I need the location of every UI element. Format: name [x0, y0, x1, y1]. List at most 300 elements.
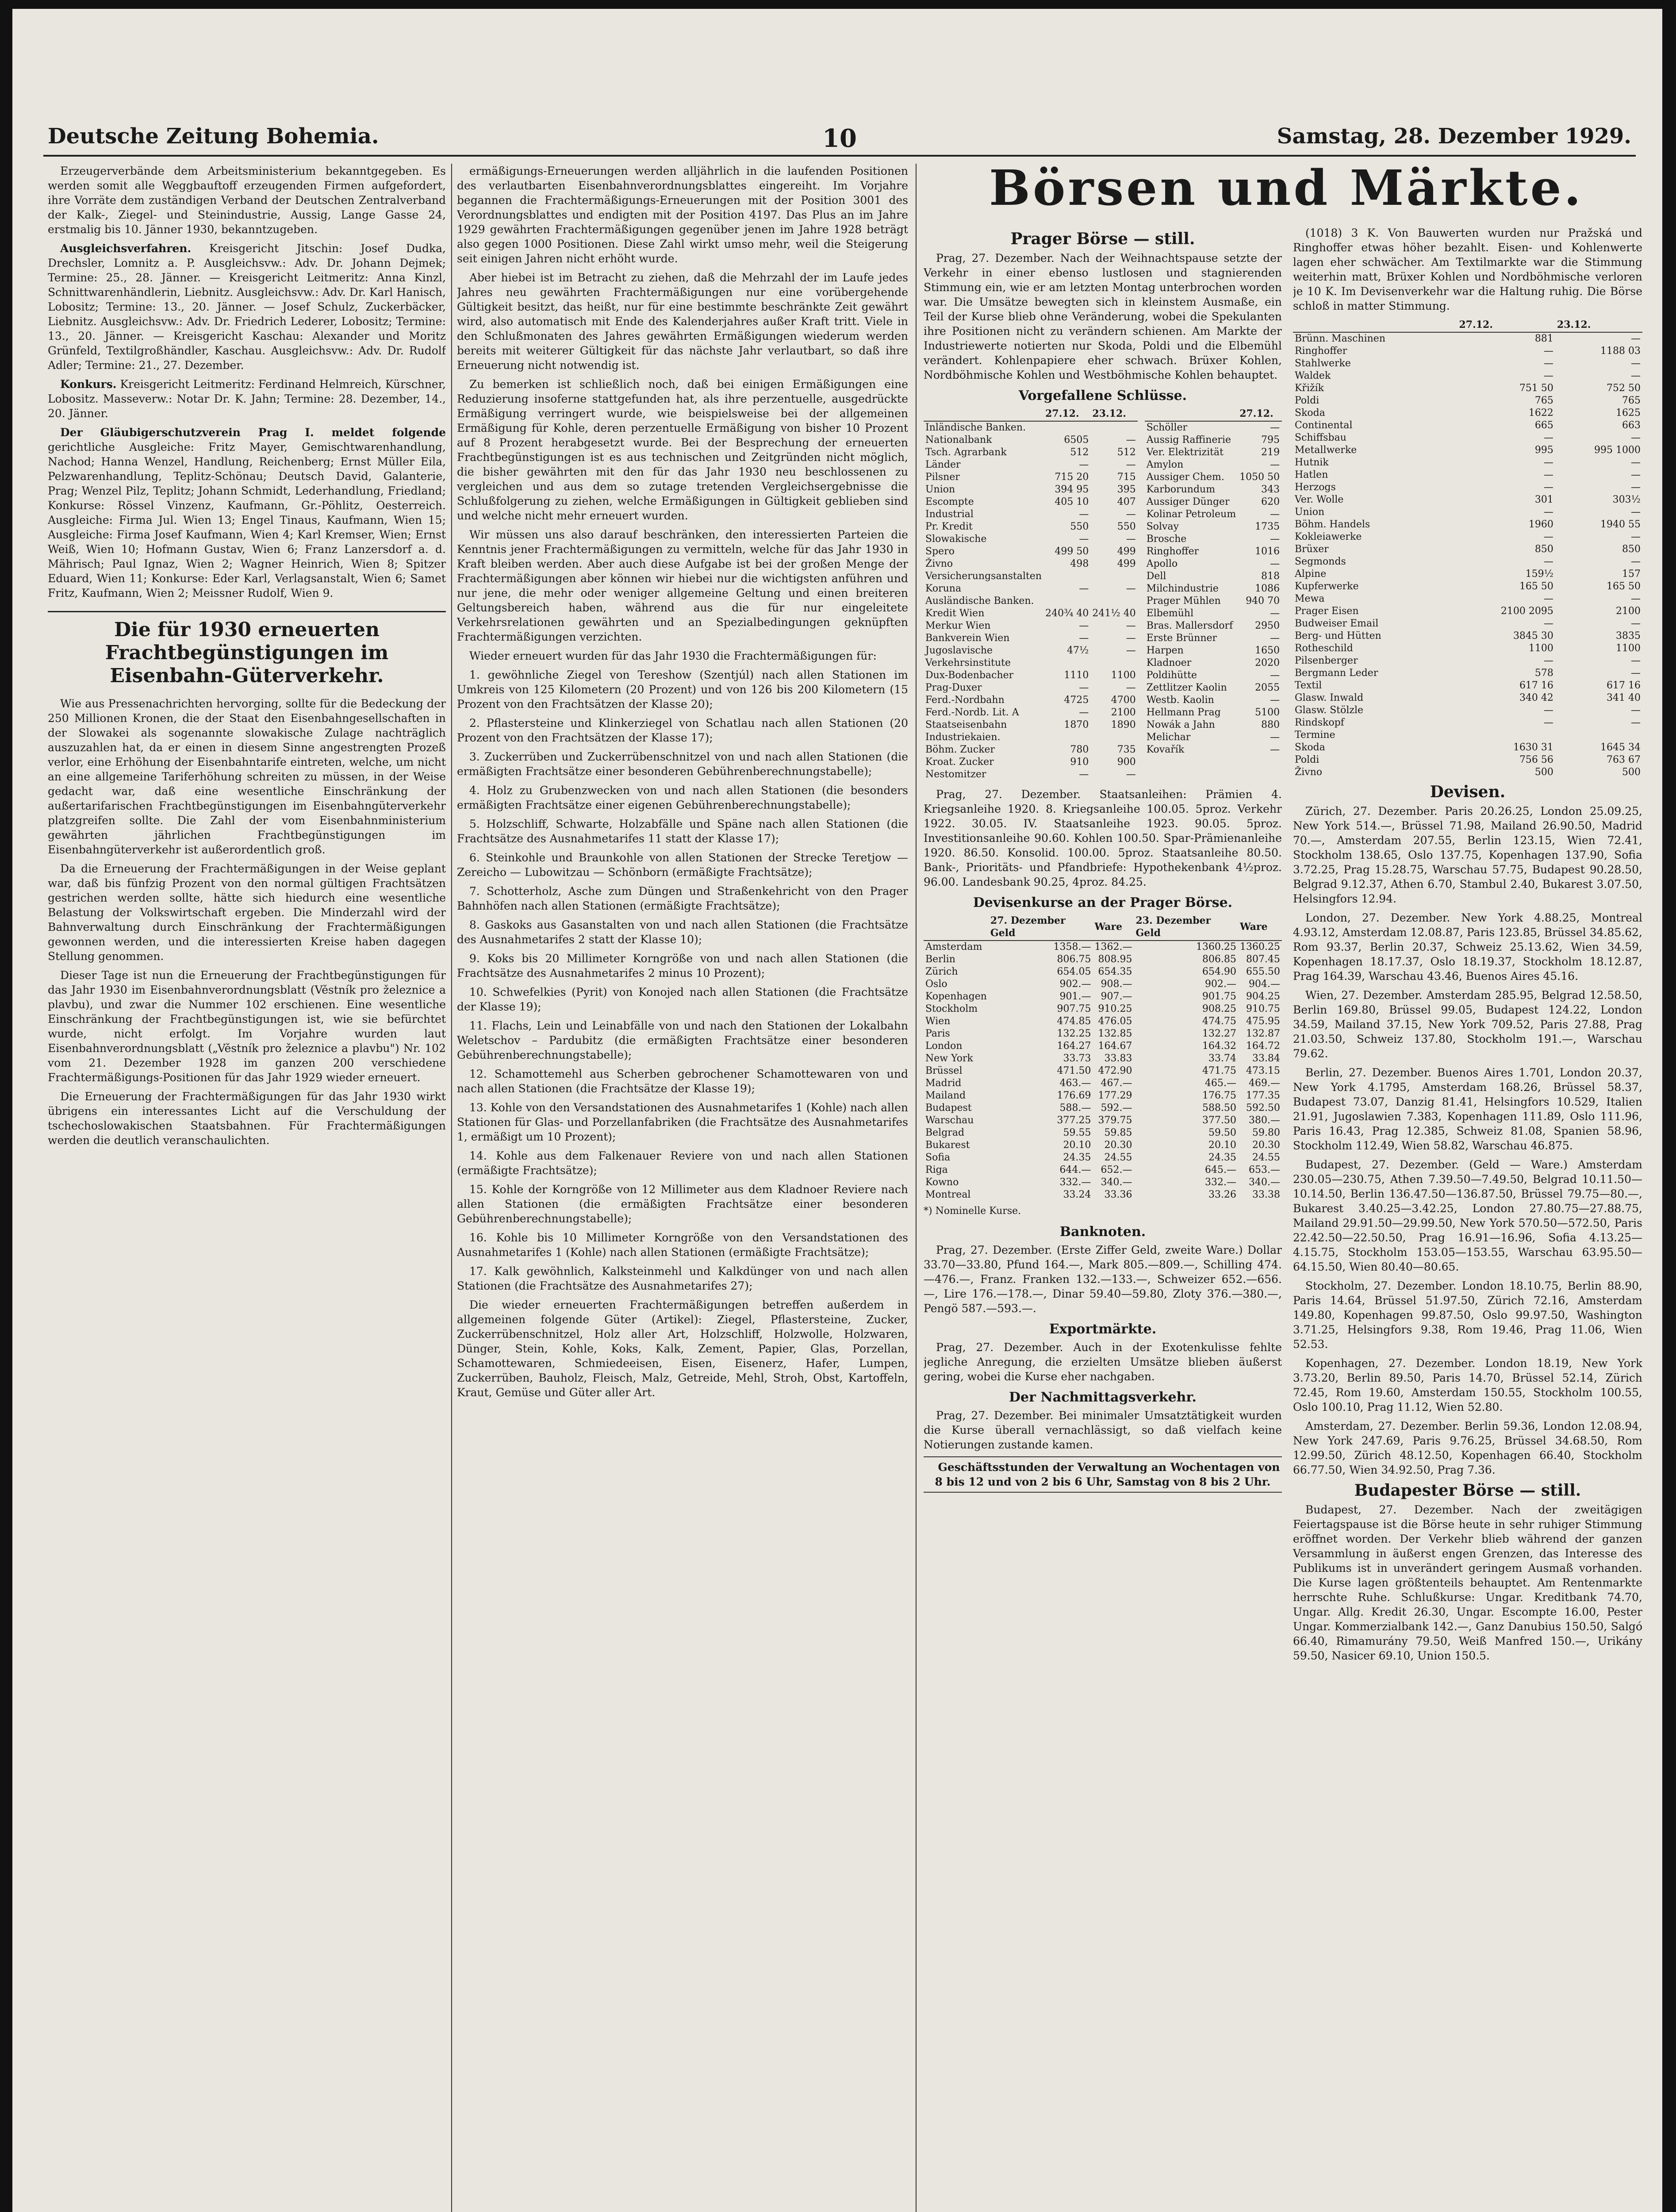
table-cell [1281, 731, 1282, 744]
prague-bourse-report: Prag, 27. Dezember. Nach der Weihnachtspause setzte der Verkehr in einer ebenso lustlosen und stagnierenden Stimmung ein, wie er am letzten Montag unterbrochen worden war. Die Umsätze bewegten sich in kleinstem Ausmaße, ein Teil der Kurse blieb ohne Veränderung, wobei die Spekulanten ihre Positionen nicht zu verändern schienen. Am Markte der Industriewerte notierten nur Skoda, Poldi und die Elbemühl verändert. Kohlenpapiere eher schwach. Brüxer Kohlen, Nordböhmische Kohlen und Westböhmische Kohlen behauptet. [924, 252, 1282, 381]
row-label: Kolinar Petroleum [1146, 509, 1236, 520]
table-cell [1281, 707, 1282, 719]
table-cell [1281, 595, 1282, 607]
table-cell: 2100 [1111, 707, 1136, 718]
article-paragraph: Die wieder erneuerten Frachtermäßigungen betreffen außerdem in allgemeinen folgende Güter (Artikel): Ziegel, Pflastersteine, Zucker, Zuckerrübenschnitzel, Holz aller Art, Holzschliff, Holzwolle, Holzwaren, Dünger, Stein, Kohle, Koks, Kalk, Zement, Papier, Glas, Porzellan, Schamottewaren, Schmiedeeisen, Eisen, Eisenerz, Hafer, Lumpen, Zuckerrüben, Bauholz, Fleisch, Malz, Getreide, Mehl, Stroh, Obst, Kartoffeln, Kraut, Gemüse und Güter aller Art. [457, 1298, 908, 1399]
table-cell: — [1270, 732, 1280, 743]
table-row [1145, 545, 1282, 558]
column-header: 27.12. [1238, 407, 1281, 421]
table-cell: 2100 2095 [1500, 606, 1553, 617]
table-row [1145, 669, 1282, 682]
table-row [924, 620, 1138, 632]
table-cell: 499 50 [1055, 546, 1089, 557]
article-paragraph: Die Erneuerung der Frachtermäßigungen für das Jahr 1930 wirkt übrigens ein interessantes Licht auf die Verschuldung der tschechoslowakischen Staatsbahnen. Für Frachtermäßigungen werden die deutlich veranschaulichten. [48, 1090, 446, 1147]
row-label: Spero [925, 546, 955, 557]
table-cell: 2100 [1616, 606, 1641, 617]
table-cell: — [1631, 370, 1641, 381]
insolvency-notice [48, 241, 446, 373]
row-label: Ringhoffer [1146, 546, 1199, 557]
table-cell: 241½ 40 [1092, 608, 1136, 619]
table-row [924, 1139, 1282, 1152]
row-label: Erste Brünner [1146, 633, 1217, 644]
row-label: Industriekaien. [925, 732, 1001, 743]
intro-paragraph: Erzeugerverbände dem Arbeitsministerium bekanntgegeben. Es werden somit alle Weggbauftoff erzeugenden Firmen aufgefordert, ihre Vorräte dem zuständigen Verband der Deutschen Zentralverband der Kalk-, Ziegel- und Steinindustrie, Aussig, Lange Gasse 24, erstmalig bis 10. Jänner 1930, bekanntzugeben. [48, 165, 446, 236]
row-label: Stockholm [925, 1003, 978, 1014]
table-row [1293, 766, 1642, 779]
table-cell [1043, 570, 1090, 583]
table-row [924, 731, 1138, 744]
table-cell: 1362.— [1094, 941, 1132, 952]
table-cell: 407 [1117, 496, 1136, 507]
table-cell: 303½ [1612, 494, 1641, 505]
table-row [924, 953, 1282, 966]
devisen-section-title: Devisen. [1430, 783, 1506, 801]
table-cell: 471.50 [1057, 1065, 1091, 1076]
table-cell: 24.35 [1063, 1152, 1091, 1163]
table-cell: 850 [1622, 544, 1641, 555]
table-cell: 795 [1261, 434, 1280, 445]
table-cell: — [1543, 346, 1553, 357]
table-cell: 652.— [1101, 1164, 1132, 1175]
table-cell: 1960 [1528, 519, 1553, 530]
tariff-item: 2. Pflastersteine und Klinkerziegel von Schatlau nach allen Stationen (20 Prozent von den Frachtsätzen der Klasse 17); [457, 717, 908, 744]
budapest-bourse-report: Budapest, 27. Dezember. Nach der zweitägigen Feiertagspause ist die Börse heute in sehr ruhiger Stimmung eröffnet worden. Der Verkehr blieb während der ganzen Versammlung in äußerst engen Grenzen, das Interesse des Publikums ist in unverändert geringem Ausmaß vorhanden. Die Kurse lagen größtenteils behauptet. Am Rentenmarkte herrschte Ruhe. Schlußkurse: Ungar. Kreditbank 74.70, Ungar. Allg. Kredit 26.30, Ungar. Escompte 16.00, Pester Ungar. Kommerzialbank 142.—, Ganz Danubius 150.50, Salgó 66.40, Rimamurány 79.50, Weiß Manfred 150.—, Urikány 59.50, Nasicer 69.10, Union 150.5. [1293, 1503, 1642, 1662]
table-cell: 1630 31 [1513, 742, 1553, 753]
table-row [924, 1090, 1282, 1102]
tariff-item: 13. Kohle von den Versandstationen des Ausnahmetarifes 1 (Kohle) nach allen Stationen für Glas- und Porzellanfabriken (die Frachtsätze des Ausnahmetarifes 1, ermäßigt um 10 Prozent); [457, 1101, 908, 1143]
table-cell: 904.— [1249, 979, 1280, 990]
row-label: Aussiger Dünger [1146, 496, 1230, 507]
table-cell: 1188 03 [1600, 346, 1641, 357]
market-section-masthead: Börsen und Märkte. [989, 159, 1584, 216]
column-header: 27. Dezember Geld [989, 914, 1093, 941]
table-cell: 132.87 [1246, 1028, 1280, 1039]
table-cell: — [1270, 534, 1280, 545]
table-cell: 550 [1117, 521, 1136, 532]
table-cell: — [1543, 358, 1553, 369]
column-header: 23.12. [1090, 407, 1137, 421]
table-cell: 907.— [1101, 991, 1132, 1002]
table-cell: 177.35 [1246, 1090, 1280, 1101]
table-cell [1090, 570, 1137, 583]
table-cell [1043, 657, 1090, 669]
table-cell: — [1631, 482, 1641, 493]
table-cell: 59.85 [1104, 1127, 1132, 1138]
table-cell: 164.67 [1098, 1041, 1132, 1052]
table-row [1293, 680, 1642, 692]
row-label: London [925, 1041, 963, 1052]
article-paragraph: ermäßigungs-Erneuerungen werden alljährlich in die laufenden Positionen des verlautbarten Eisenbahnverordnungsblattes eingereiht. Im Vorjahre begannen die Frachtermäßigungs-Erneuerungen mit der Position 3001 des Verordnungsblattes und endigten mit der Position 4197. Das Plus an im Jahre 1929 gewährten Frachtermäßigungen gegenüber jenen im Jahre 1928 beträgt also gegen 1000 Positionen. Diese Zahl wirkt umso mehr, weil die Steigerung seit einigen Jahren nicht erhöht wurde. [457, 165, 908, 265]
table-cell: — [1543, 705, 1553, 716]
table-cell: 340.— [1101, 1177, 1132, 1188]
row-label: Kupferwerke [1295, 581, 1359, 592]
table-cell: 475.95 [1246, 1016, 1280, 1027]
bond-report: Prag, 27. Dezember. Staatsanleihen: Prämien 4. Kriegsanleihe 1920. 8. Kriegsanleihe 100.05. 5proz. Verkehr 1922. 30.05. IV. Staatsanleihe 1923. 90.05. 5proz. Investitionsanleihe 90.60. Kohlen 100.50. Spar-Prämienanleihe 1920. 86.50. Konsolid. 100.00. 5proz. Staatsanleihe 80.50. Bank-, Prioritäts- und Pfandbriefe: Hypothekenbank 4½proz. 96.00. Landesbank 90.25, 4proz. 84.25. [924, 788, 1282, 888]
table-cell: 1870 [1064, 719, 1089, 730]
table-cell: — [1631, 432, 1641, 443]
table-cell: 380.— [1249, 1115, 1280, 1126]
table-cell: 665 [1534, 420, 1553, 431]
table-cell: 1360.25 [1196, 941, 1236, 952]
devisen-note: *) Nominelle Kurse. [924, 1206, 1021, 1217]
table-cell: — [1543, 531, 1553, 542]
row-label: Union [925, 484, 955, 495]
table-row [1145, 645, 1282, 657]
devisen-report: Kopenhagen, 27. Dezember. London 18.19, New York 3.73.20, Berlin 89.50, Paris 14.70, Brüssel 52.14, Zürich 72.45, Rom 19.60, Amsterdam 150.55, Stockholm 100.55, Oslo 100.10, Prag 11.12, Wien 52.80. [1293, 1357, 1642, 1413]
table-row [1293, 754, 1642, 766]
table-row [1145, 694, 1282, 707]
table-cell: 904.25 [1246, 991, 1280, 1002]
table-cell: 654.35 [1098, 966, 1132, 977]
konkurs-title: Konkurs. [60, 378, 117, 391]
table-cell: 850 [1534, 544, 1553, 555]
table-row [1145, 421, 1282, 434]
table-cell [1281, 620, 1282, 632]
table-cell [1281, 632, 1282, 645]
column-header [1281, 407, 1282, 421]
devisen-report: London, 27. Dezember. New York 4.88.25, Montreal 4.93.12, Amsterdam 12.08.87, Paris 123.85, Brüssel 34.85.62, Rom 93.37, Berlin 20.37, Schweiz 25.13.62, Wien 34.59, Kopenhagen 18.17.37, Oslo 18.19.37, Stockholm 18.12.87, Prag 164.39, Warschau 43.46, Buenos Aires 45.16. [1293, 911, 1642, 983]
table-cell: — [1126, 620, 1136, 631]
table-row [1145, 744, 1282, 756]
row-label: Inländische Banken. [925, 422, 1026, 433]
table-cell: 499 [1117, 558, 1136, 569]
table-cell: 756 56 [1519, 754, 1553, 765]
column-header: 23.12. [1555, 318, 1642, 332]
row-label: Slowakische [925, 534, 987, 545]
table-cell: 907.75 [1057, 1003, 1091, 1014]
row-label: Union [1295, 507, 1325, 518]
table-cell [1555, 729, 1642, 741]
table-row [924, 669, 1138, 682]
row-label: Rindskopf [1295, 717, 1344, 728]
table-cell: 474.75 [1202, 1016, 1236, 1027]
closing-table-title: Vorgefallene Schlüsse. [1018, 388, 1187, 403]
row-label: Belgrad [925, 1127, 965, 1138]
table-cell: 765 [1622, 395, 1641, 406]
table-cell: 908.25 [1202, 1003, 1236, 1014]
devisen-report: Wien, 27. Dezember. Amsterdam 285.95, Belgrad 12.58.50, Berlin 169.80, Brüssel 99.05, Budapest 124.22, London 34.59, Mailand 37.15, New York 709.52, Paris 27.88, Prag 21.03.50, Schweiz 137.80, Stockholm 191.—, Warschau 79.62. [1293, 989, 1642, 1060]
table-cell: 901.— [1059, 991, 1091, 1002]
table-row [924, 1028, 1282, 1040]
office-hours-note: Geschäftsstunden der Verwaltung an Wochentagen von 8 bis 12 und von 2 bis 6 Uhr, Samstag von 8 bis 2 Uhr. [924, 1456, 1282, 1493]
table-cell: 2055 [1255, 682, 1280, 693]
row-label: Prager Eisen [1295, 606, 1359, 617]
table-cell: 24.55 [1252, 1152, 1280, 1163]
table-row [924, 496, 1138, 508]
table-cell: — [1079, 583, 1089, 594]
table-cell [1281, 508, 1282, 521]
row-label: Textil [1295, 680, 1322, 691]
row-label: Herzogs [1295, 482, 1336, 493]
export-markets-title: Exportmärkte. [1049, 1321, 1157, 1337]
devisen-report: Stockholm, 27. Dezember. London 18.10.75, Berlin 88.90, Paris 14.64, Brüssel 51.97.50, Zürich 72.16, Amsterdam 149.80, Kopenhagen 99.87.50, Oslo 99.97.50, Washington 3.71.25, Helsingfors 9.38, Rom 19.46, Prag 11.06, Wien 52.53. [1293, 1279, 1642, 1351]
table-cell: 463.— [1059, 1078, 1091, 1089]
table-row [1293, 568, 1642, 580]
devisen-report: Zürich, 27. Dezember. Paris 20.26.25, London 25.09.25, New York 514.—, Brüssel 71.98, Mailand 26.90.50, Madrid 70.—, Amsterdam 207.55, Berlin 123.15, Wien 72.41, Stockholm 138.65, Oslo 137.75, Kopenhagen 137.90, Sofia 3.72.25, Prag 15.28.75, Warschau 57.75, Budapest 90.28.50, Belgrad 9.12.37, Athen 6.70, Stambul 2.40, Bukarest 3.07.50, Helsingfors 12.94. [1293, 805, 1642, 905]
table-row [1293, 419, 1642, 432]
table-row [924, 1164, 1282, 1176]
row-label: Pr. Kredit [925, 521, 973, 532]
table-cell [1090, 421, 1137, 434]
table-cell: 900 [1117, 757, 1136, 768]
table-row [924, 533, 1138, 545]
table-cell [1281, 446, 1282, 459]
table-cell: — [1543, 593, 1553, 604]
table-cell: 908.— [1101, 979, 1132, 990]
row-label: Ferd.-Nordbahn [925, 695, 1005, 706]
table-row [1145, 496, 1282, 508]
table-cell: — [1126, 645, 1136, 656]
row-label: Böhm. Handels [1295, 519, 1370, 530]
table-cell: — [1631, 556, 1641, 567]
tariff-item: 9. Koks bis 20 Millimeter Korngröße von und nach allen Stationen (die Frachtsätze des Ausnahmetarifes 2 minus 10 Prozent); [457, 952, 908, 979]
table-cell: 995 1000 [1594, 445, 1641, 456]
table-cell: 807.45 [1246, 954, 1280, 965]
row-label: Karborundum [1146, 484, 1216, 495]
row-label: Nationalbank [925, 434, 992, 445]
table-cell: — [1631, 655, 1641, 666]
column-header: 27.12. [1457, 318, 1555, 332]
row-label: Nestomitzer [925, 769, 986, 780]
table-cell: 33.36 [1104, 1189, 1132, 1200]
row-label: New York [925, 1053, 973, 1064]
table-cell: 1890 [1111, 719, 1136, 730]
table-cell: 219 [1261, 447, 1280, 458]
table-cell: 592.— [1101, 1102, 1132, 1114]
table-cell [1281, 669, 1282, 682]
table-cell: — [1079, 459, 1089, 470]
table-cell: 1940 55 [1600, 519, 1641, 530]
table-cell [1281, 719, 1282, 731]
table-cell: 818 [1261, 571, 1280, 582]
article-headline: Die für 1930 erneuerten Frachtbegünstigungen im Eisenbahn-Güterverkehr. [48, 611, 446, 687]
export-markets-report: Prag, 27. Dezember. Auch in der Exotenkulisse fehlte jegliche Anregung, die erzielten Umsätze blieben äußerst gering, wobei die Kurse eher nachgaben. [924, 1341, 1282, 1383]
table-cell: 165 50 [1519, 581, 1553, 592]
table-cell: 6505 [1064, 434, 1089, 445]
table-cell: 164.32 [1202, 1041, 1236, 1052]
table-cell: — [1631, 668, 1641, 679]
table-cell: 910.25 [1098, 1003, 1132, 1014]
row-label: Westb. Kaolin [1146, 695, 1214, 706]
table-cell: — [1270, 670, 1280, 681]
table-cell: 24.55 [1104, 1152, 1132, 1163]
table-cell: 474.85 [1057, 1016, 1091, 1027]
table-cell: 20.30 [1104, 1140, 1132, 1151]
devisen-report: Amsterdam, 27. Dezember. Berlin 59.36, London 12.08.94, New York 247.69, Paris 9.76.25, Brüssel 34.68.50, Rom 12.99.50, Zürich 48.12.50, Kopenhagen 66.40, Stockholm 66.77.50, Wien 34.92.50, Prag 7.36. [1293, 1420, 1642, 1476]
row-label: Mewa [1295, 593, 1325, 604]
row-label: Metallwerke [1295, 445, 1357, 456]
row-label: Skoda [1295, 742, 1325, 753]
table-row [924, 434, 1138, 446]
table-cell: 3845 30 [1513, 630, 1553, 641]
prague-bourse-title: Prager Börse — still. [1010, 230, 1195, 248]
table-cell: 578 [1534, 668, 1553, 679]
row-label: Staatseisenbahn [925, 719, 1007, 730]
column-header: 23. Dezember Geld [1134, 914, 1238, 941]
table-cell: 332.— [1059, 1177, 1091, 1188]
table-cell: — [1126, 682, 1136, 693]
table-cell [1281, 558, 1282, 570]
table-row [1293, 618, 1642, 630]
table-row [1145, 607, 1282, 620]
table-cell: — [1270, 744, 1280, 755]
table-row [924, 1003, 1282, 1015]
row-label: Ver. Wolle [1295, 494, 1344, 505]
table-cell: 59.55 [1063, 1127, 1091, 1138]
table-cell: 33.84 [1252, 1053, 1280, 1064]
row-label: Kladnoer [1146, 657, 1192, 668]
tariff-item: 5. Holzschliff, Schwarte, Holzabfälle und Späne nach allen Stationen (die Frachtsätze des Ausnahmetarifes 11 statt der Klasse 17); [457, 818, 908, 845]
table-cell: — [1126, 633, 1136, 644]
table-row [924, 459, 1138, 471]
row-label: Oslo [925, 979, 947, 990]
table-cell: 132.27 [1202, 1028, 1236, 1039]
table-cell: — [1126, 509, 1136, 520]
table-row [1293, 457, 1642, 469]
table-row [924, 645, 1138, 657]
table-cell: 1360.25 [1240, 941, 1280, 952]
table-row [924, 1114, 1282, 1127]
table-row [924, 1015, 1282, 1028]
table-cell: 715 20 [1055, 472, 1089, 483]
row-label: Waldek [1295, 370, 1331, 381]
table-cell: 1100 [1528, 643, 1553, 654]
table-cell: — [1270, 608, 1280, 619]
table-cell: — [1079, 620, 1089, 631]
row-label: Bergmann Leder [1295, 668, 1378, 679]
table-cell: — [1631, 358, 1641, 369]
column-header [924, 914, 989, 941]
table-cell [1281, 496, 1282, 508]
row-label: Brüxer [1295, 544, 1329, 555]
table-cell: — [1126, 459, 1136, 470]
devisen-table [924, 914, 1282, 1201]
table-cell: 394 95 [1055, 484, 1089, 495]
table-row [924, 991, 1282, 1003]
table-cell: 332.— [1205, 1177, 1236, 1188]
table-cell: 1645 34 [1600, 742, 1641, 753]
tariff-item: 1. gewöhnliche Ziegel von Tereshow (Szentjúl) nach allen Stationen im Umkreis von 125 Kilometern (20 Prozent) und von 126 bis 200 Kilometern (15 Prozent von den Frachtsätzen der Klasse 20); [457, 668, 908, 710]
column-rule [916, 164, 917, 2212]
table-cell: 176.75 [1202, 1090, 1236, 1101]
column-4 [1293, 226, 1642, 2212]
table-cell: 880 [1261, 719, 1280, 730]
table-cell [1281, 421, 1282, 434]
table-cell: 33.83 [1104, 1053, 1132, 1064]
table-row [1293, 741, 1642, 754]
table-row [1293, 407, 1642, 419]
tariff-item: 14. Kohle aus dem Falkenauer Reviere von und nach allen Stationen (ermäßigte Frachtsätze); [457, 1149, 908, 1177]
newspaper-title: Deutsche Zeitung Bohemia. [48, 124, 379, 149]
row-label: Prag-Duxer [925, 682, 982, 693]
table-row [1145, 731, 1282, 744]
tariff-item: 3. Zuckerrüben und Zuckerrübenschnitzel von und nach allen Stationen (die ermäßigten Frachtsätze einer besonderen Gebührenberechnungstabelle); [457, 750, 908, 778]
row-label: Kokleiawerke [1295, 531, 1362, 542]
column-header: Ware [1093, 914, 1134, 941]
table-cell: — [1631, 705, 1641, 716]
table-cell: — [1631, 507, 1641, 518]
table-cell: 33.38 [1252, 1189, 1280, 1200]
creditors-notice [48, 425, 446, 600]
table-row [1293, 543, 1642, 556]
table-row [1293, 432, 1642, 444]
table-cell: 1735 [1255, 521, 1280, 532]
table-row [1293, 717, 1642, 729]
table-row [1293, 370, 1642, 382]
table-cell: 654.90 [1202, 966, 1236, 977]
table-cell [1281, 459, 1282, 471]
table-row [924, 1065, 1282, 1077]
table-row [924, 682, 1138, 694]
table-cell: 379.75 [1098, 1115, 1132, 1126]
table-cell: 159½ [1525, 568, 1553, 580]
table-cell: 59.80 [1252, 1127, 1280, 1138]
table-cell: 469.— [1249, 1078, 1280, 1089]
table-row [1293, 642, 1642, 655]
row-label: Poldi [1295, 754, 1319, 765]
table-cell: 881 [1534, 333, 1553, 344]
table-row [924, 1152, 1282, 1164]
article-paragraph: Wieder erneuert wurden für das Jahr 1930 die Frachtermäßigungen für: [469, 649, 877, 662]
table-cell: 132.25 [1057, 1028, 1091, 1039]
article-paragraph: Da die Erneuerung der Frachtermäßigungen in der Weise geplant war, daß bis fünfzig Prozent von den normal gültigen Frachtsätzen gestrichen werden sollte, hätte sich hiedurch eine wesentliche Belastung der Volkswirtschaft ergeben. Die Minderzahl wird der Bahnverwaltung durch Einschränkung der Frachtermäßigungen gewonnen werden, und die interessierten Kreise haben dagegen Stellung genommen. [48, 862, 446, 963]
market-report-continued: (1018) 3 K. Von Bauwerten wurden nur Pražská und Ringhoffer etwas höher bezahlt. Eisen- und Kohlenwerte lagen eher schwächer. Am Textilmarkte war die Stimmung weiterhin matt, Brüxer Kohlen und Nordböhmische verloren je 10 K. Im Devisenverkehr war die Haltung ruhig. Die Börse schloß in matter Stimmung. [1293, 227, 1642, 312]
row-label: Hutnik [1295, 457, 1329, 468]
table-row [924, 966, 1282, 978]
table-cell: 164.27 [1057, 1041, 1091, 1052]
row-label: Escompte [925, 496, 974, 507]
table-row [924, 446, 1138, 459]
table-row [924, 978, 1282, 991]
table-cell: 1358.— [1053, 941, 1091, 952]
table-cell [1281, 583, 1282, 595]
row-label: Ringhoffer [1295, 346, 1347, 357]
table-cell: 588.— [1059, 1102, 1091, 1114]
table-cell: 341 40 [1607, 692, 1641, 703]
table-row [1145, 595, 1282, 607]
table-cell: 617 16 [1519, 680, 1553, 691]
table-cell: — [1543, 507, 1553, 518]
table-row [1293, 704, 1642, 717]
table-cell [1281, 484, 1282, 496]
table-cell: 465.— [1205, 1078, 1236, 1089]
table-cell: 592.50 [1246, 1102, 1280, 1114]
banknotes-report: Prag, 27. Dezember. (Erste Ziffer Geld, zweite Ware.) Dollar 33.70—33.80, Pfund 164.—, Mark 805.—809.—, Schilling 474.—476.—, Franz. Franken 132.—133.—, Schweizer 652.—656.—, Lire 176.—178.—, Dinar 59.40—59.80, Zloty 376.—380.—, Pengö 587.—593.—. [924, 1244, 1282, 1315]
row-label: Harpen [1146, 645, 1184, 656]
table-cell: — [1126, 583, 1136, 594]
table-row [1293, 630, 1642, 642]
table-row [924, 1189, 1282, 1201]
table-cell: 343 [1261, 484, 1280, 495]
column-header [1145, 407, 1238, 421]
article-paragraph: Wie aus Pressenachrichten hervorging, sollte für die Bedeckung der 250 Millionen Kronen, die der Staat den Eisenbahngesellschaften in der Slowakei als sogenannte slowakische Zulage nachträglich auszuzahlen hat, da er einen in diesem Sinne angestrengten Prozeß verlor, eine Erhöhung der Eisenbahntarife eintreten, welche, um nicht an eine allgemeine Tariferhöhung schreiten zu müssen, in der Weise gedacht war, daß eine wesentliche Einschränkung der außertarifarischen Frachtbegünstigungen im Eisenbahngüterverkehr platzgreifen sollte. Die Zahl der vom Eisenbahnministerium gewährten jährlichen Frachtbegünstigungen im Eisenbahngüterverkehr ist außerordentlich groß. [48, 697, 446, 856]
table-cell: 644.— [1059, 1164, 1091, 1175]
table-row [1145, 484, 1282, 496]
tariff-item: 6. Steinkohle und Braunkohle von allen Stationen der Strecke Teretjow — Zereicho — Lubowitzau — Schönborn (ermäßigte Frachtsätze); [457, 851, 908, 879]
row-label: Continental [1295, 420, 1353, 431]
table-cell: 157 [1622, 568, 1641, 580]
table-row [1293, 593, 1642, 605]
table-cell: — [1631, 333, 1641, 344]
row-label: Brosche [1146, 534, 1187, 545]
devisen-report: Berlin, 27. Dezember. Buenos Aires 1.701, London 20.37, New York 4.1795, Amsterdam 168.26, Brüssel 58.37, Budapest 73.07, Danzig 81.41, Helsingfors 10.529, Italien 21.91, Jugoslawien 7.383, Kopenhagen 111.89, Oslo 111.96, Paris 16.43, Prag 12.385, Schweiz 81.08, Spanien 58.96, Stockholm 112.49, Wien 58.82, Warschau 46.875. [1293, 1066, 1642, 1152]
table-row [924, 484, 1138, 496]
row-label: Živno [925, 558, 953, 569]
row-label: Zettlitzer Kaolin [1146, 682, 1227, 693]
tariff-item: 17. Kalk gewöhnlich, Kalksteinmehl und Kalkdünger von und nach allen Stationen (die Frachtsätze des Ausnahmetarifes 27); [457, 1265, 908, 1292]
table-row [1145, 434, 1282, 446]
table-row [1293, 518, 1642, 531]
